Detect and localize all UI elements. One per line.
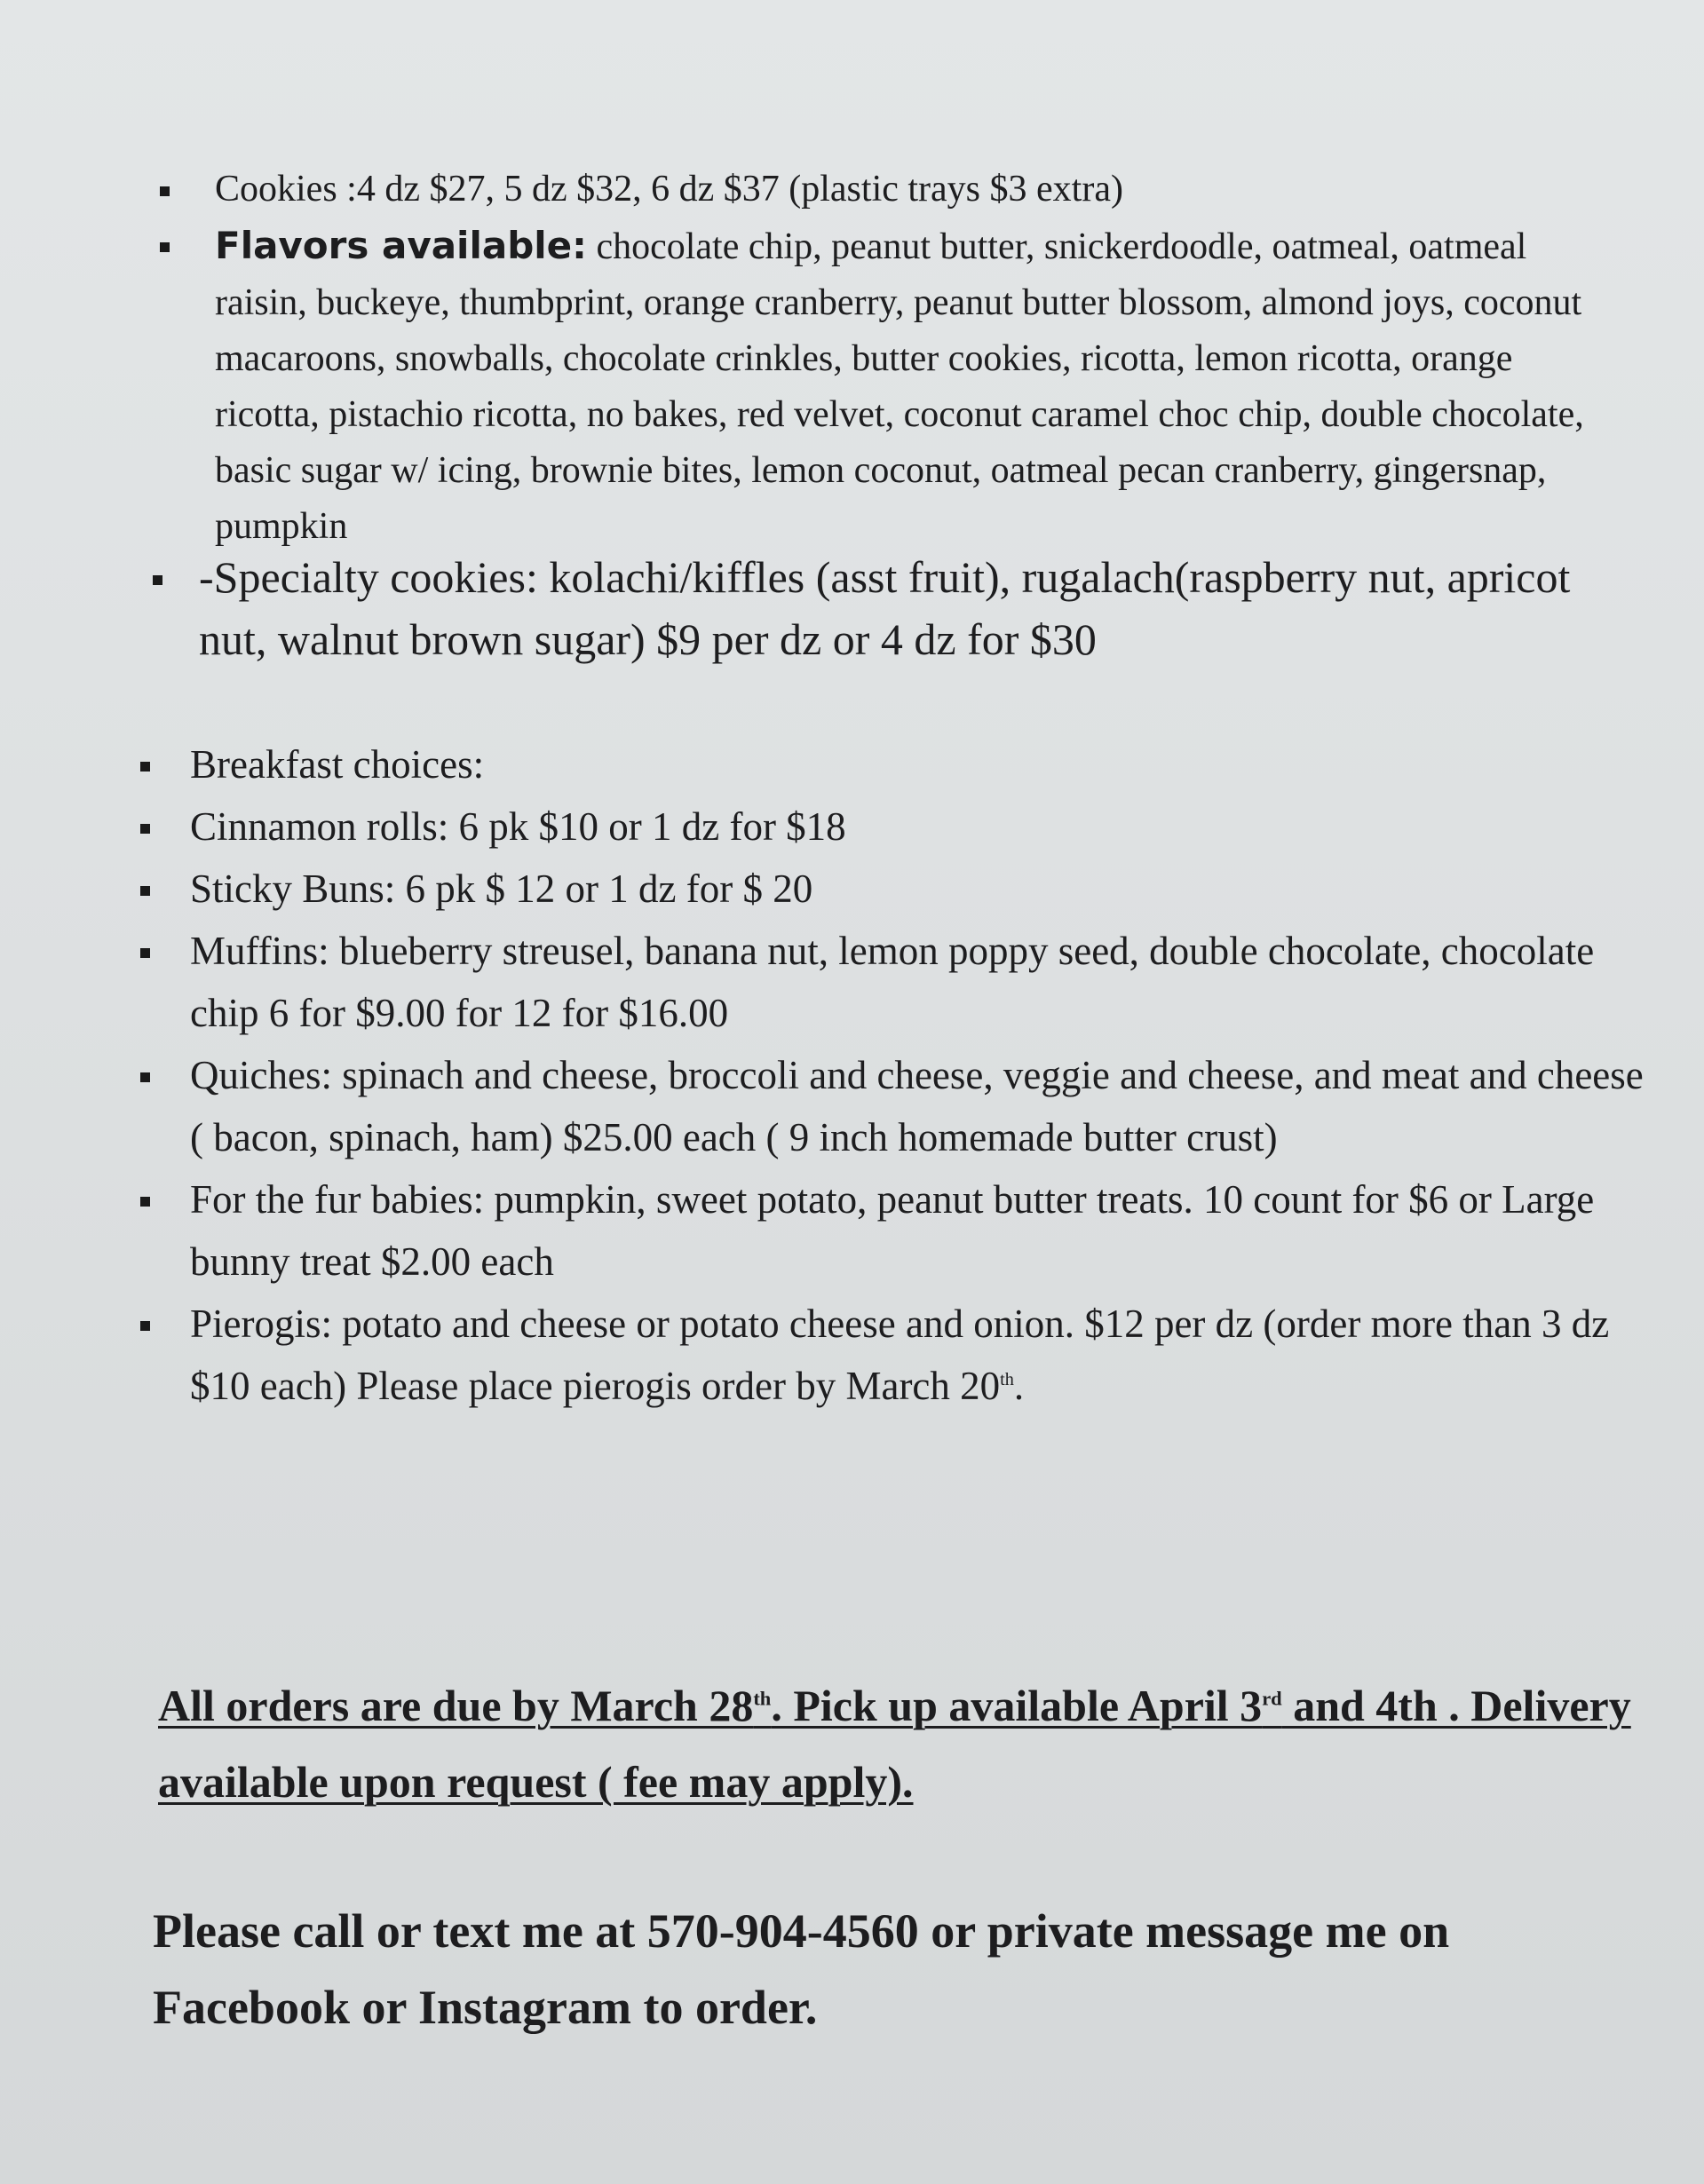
muffins-label: Muffins: bbox=[190, 929, 329, 973]
flavors-list: chocolate chip, peanut butter, snickerdoodle, oatmeal, oatmeal raisin, buckeye, thumbprint, orange cranberry, peanut butter blossom, almond joys, coconut macaroons, snowballs, chocolate crinkles, butter cookies, ricotta, lemon ricotta, orange ricotta, pistachio ricotta, no bakes, red velvet, coconut caramel choc chip, double chocolate, basic sugar w/ icing, brownie bites, lemon coconut, oatmeal pecan cranberry, gingersnap, pumpkin bbox=[215, 226, 1584, 547]
sticky-price: 6 pk $ 12 or 1 dz for $ 20 bbox=[395, 866, 813, 911]
cinnamon-label: Cinnamon rolls: bbox=[190, 804, 449, 849]
notice-part2: . Pick up available April 3 bbox=[771, 1681, 1263, 1730]
flavors-label: Flavors available: bbox=[215, 224, 587, 267]
cinnamon-price: 6 pk $10 or 1 dz for $18 bbox=[448, 804, 846, 849]
specialty-text: -Specialty cookies: kolachi/kiffles (asst fruit), rugalach(raspberry nut, apricot nut, walnut brown sugar) $9 per dz or 4 dz for $30 bbox=[199, 552, 1571, 664]
bullet-icon bbox=[140, 824, 150, 834]
list-item-cookies-prices bbox=[160, 162, 1616, 218]
breakfast-list bbox=[140, 733, 1650, 1417]
bullet-icon bbox=[140, 948, 150, 958]
muffins-desc: blueberry streusel, banana nut, lemon poppy seed, double chocolate, chocolate chip 6 for $9.00 for 12 for $16.00 bbox=[190, 929, 1595, 1035]
bullet-icon bbox=[140, 886, 150, 896]
cookies-list bbox=[160, 162, 1616, 555]
list-item-specialty bbox=[153, 546, 1609, 670]
bullet-icon bbox=[160, 186, 170, 196]
pierogis-ordinal: th bbox=[1000, 1370, 1014, 1389]
bullet-icon bbox=[160, 242, 170, 252]
list-item-muffins bbox=[140, 920, 1650, 1044]
notice-part3: and 4th . Delivery available upon request ( fee may apply). bbox=[158, 1681, 1631, 1807]
pierogis-text bbox=[190, 1293, 1650, 1417]
quiches-label: Quiches: bbox=[190, 1053, 332, 1097]
muffins-text bbox=[190, 920, 1650, 1044]
bullet-icon bbox=[153, 575, 162, 585]
quiches-text bbox=[190, 1044, 1650, 1168]
list-item-cinnamon-rolls bbox=[140, 795, 1650, 858]
flavors-text bbox=[215, 218, 1616, 555]
bullet-icon bbox=[140, 762, 150, 772]
list-item-quiches bbox=[140, 1044, 1650, 1168]
bullet-icon bbox=[140, 1197, 150, 1207]
pierogis-desc: Pierogis: potato and cheese or potato cheese and onion. $12 per dz (order more than 3 dz $10 each) Please place pierogis order by March 20 bbox=[190, 1302, 1610, 1408]
notice-part1: All orders are due by March 28 bbox=[158, 1681, 754, 1730]
breakfast-heading: Breakfast choices: bbox=[190, 742, 485, 787]
sticky-buns-text bbox=[190, 858, 1650, 920]
fur-babies-text bbox=[190, 1168, 1650, 1293]
sticky-label: Sticky Buns: bbox=[190, 866, 396, 911]
specialty-list bbox=[153, 546, 1609, 670]
fur-desc: pumpkin, sweet potato, peanut butter treats. 10 count for $6 or Large bunny treat $2.00 each bbox=[190, 1177, 1595, 1284]
list-item-sticky-buns bbox=[140, 858, 1650, 920]
quiches-desc: spinach and cheese, broccoli and cheese, veggie and cheese, and meat and cheese ( bacon, spinach, ham) $25.00 each ( 9 inch homemade butter crust) bbox=[190, 1053, 1644, 1159]
notice-ordinal-1: th bbox=[753, 1687, 772, 1710]
cookies-prices-text: Cookies :4 dz $27, 5 dz $32, 6 dz $37 (plastic trays $3 extra) bbox=[215, 169, 1123, 210]
list-item-pierogis bbox=[140, 1293, 1650, 1417]
bullet-icon bbox=[140, 1072, 150, 1082]
pierogis-end: . bbox=[1013, 1364, 1025, 1408]
contact-info: Please call or text me at 570-904-4560 or private message me on Facebook or Instagram to order. bbox=[153, 1904, 1450, 2034]
list-item-breakfast-heading bbox=[140, 733, 1650, 795]
orders-due-notice bbox=[158, 1667, 1650, 1820]
fur-label: For the fur babies: bbox=[190, 1177, 485, 1222]
list-item-flavors bbox=[160, 218, 1616, 555]
bullet-icon bbox=[140, 1321, 150, 1331]
cinnamon-rolls-text bbox=[190, 795, 1650, 858]
list-item-fur-babies bbox=[140, 1168, 1650, 1293]
notice-ordinal-2: rd bbox=[1262, 1687, 1282, 1710]
